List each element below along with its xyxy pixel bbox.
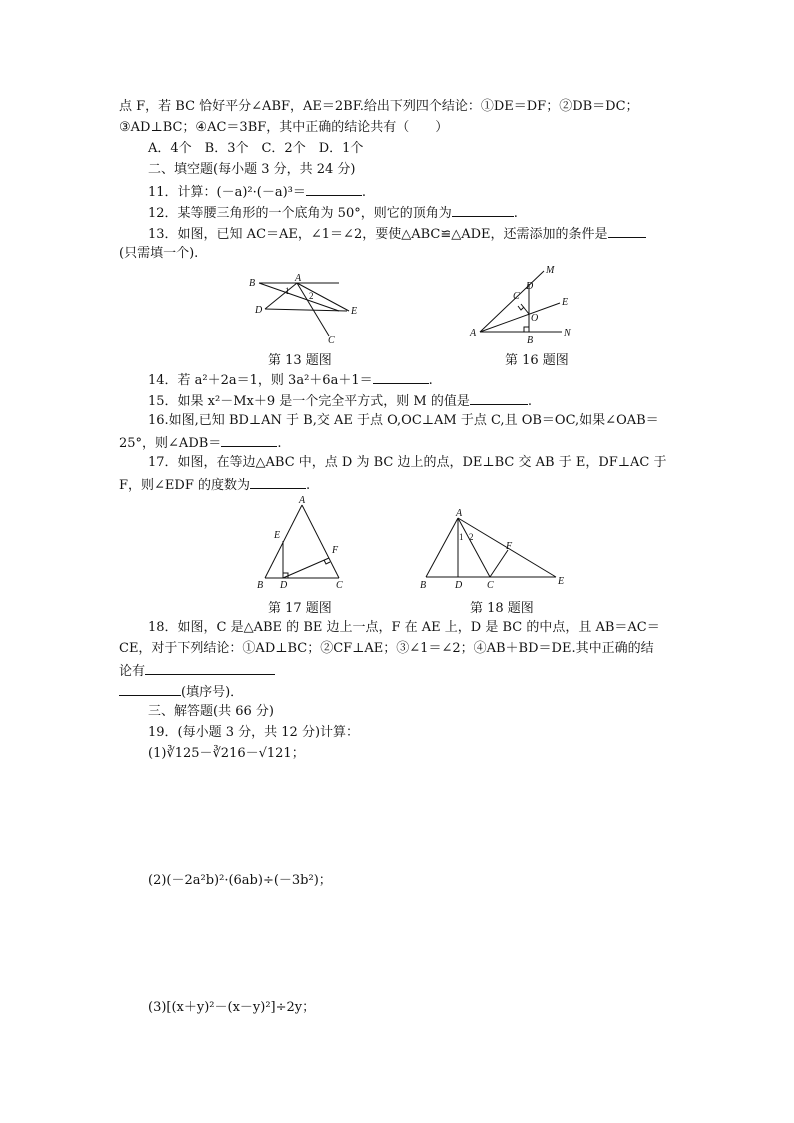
q15-end: . xyxy=(527,394,532,409)
fig16-label-M: M xyxy=(546,265,555,276)
fig17-label-D: D xyxy=(280,580,288,591)
q18-answer-blank-2[interactable] xyxy=(119,683,181,696)
fig16-right-angle-B xyxy=(524,327,529,332)
q19-part3: (3)[(x＋y)²－(x－y)²]÷2y； xyxy=(148,1000,316,1015)
q16-line2 xyxy=(119,434,281,452)
fig17-label-A: A xyxy=(299,495,306,506)
q11-text: 11．计算：(－a)²·(－a)³＝ xyxy=(148,185,306,200)
q13-line1 xyxy=(148,225,646,243)
q11-end: . xyxy=(361,185,367,200)
figure-13 xyxy=(245,272,370,344)
q18-line3 xyxy=(119,662,275,680)
fig13-segment-AE xyxy=(297,283,349,311)
q18-line4-tail: (填序号)． xyxy=(181,685,244,700)
q14-end: . xyxy=(428,373,433,388)
fig13-label-D: D xyxy=(255,305,263,316)
q15-answer-blank[interactable] xyxy=(470,392,528,405)
fig18-label-D: D xyxy=(455,580,463,591)
fig16-label-B: B xyxy=(527,335,534,346)
q12-answer-blank[interactable] xyxy=(452,204,514,217)
q11-answer-blank[interactable] xyxy=(306,183,362,196)
q16-line1: 16.如图,已知 BD⊥AN 于 B,交 AE 于点 O,OC⊥AM 于点 C,且 OB＝OC,如果∠OAB＝ xyxy=(148,413,659,428)
q13-text: 13．如图，已知 AC＝AE，∠1＝∠2，要使△ABC≌△ADE，还需添加的条件是 xyxy=(148,227,608,242)
fig18-label-B: B xyxy=(420,580,427,591)
q17-end: . xyxy=(305,478,311,493)
fig16-label-C: C xyxy=(513,291,520,302)
q12-text: 12．某等腰三角形的一个底角为 50°，则它的顶角为 xyxy=(148,206,452,221)
fig17-label-F: F xyxy=(332,545,339,556)
fig16-ray-AE xyxy=(480,303,560,332)
q18-line3-text: 论有 xyxy=(119,664,146,679)
fig17-segment-DF xyxy=(283,558,329,578)
fig18-label-A: A xyxy=(456,508,463,519)
fig13-label-C: C xyxy=(328,335,335,346)
section3-title: 三、解答题(共 66 分) xyxy=(148,704,274,719)
q12-end: . xyxy=(513,206,518,221)
fig13-label-A: A xyxy=(295,273,302,284)
fig17-right-angle-F xyxy=(324,560,330,564)
figure-17 xyxy=(253,496,353,591)
fig18-label-F: F xyxy=(506,541,513,552)
fig18-caption: 第 18 题图 xyxy=(470,601,534,616)
q14 xyxy=(148,371,433,389)
q15-text: 15．如果 x²－Mx＋9 是一个完全平方式，则 M 的值是 xyxy=(148,394,470,409)
fig18-label-E: E xyxy=(558,576,565,587)
section2-title: 二、填空题(每小题 3 分，共 24 分) xyxy=(148,162,356,177)
fig18-segment-AC xyxy=(458,518,490,577)
q10-line2: ③AD⊥BC；④AC＝3BF，其中正确的结论共有（ ） xyxy=(119,120,449,135)
q18-line1: 18．如图，C 是△ABE 的 BE 边上一点，F 在 AE 上，D 是 BC 的中点，且 AB＝AC＝ xyxy=(148,620,660,635)
fig13-label-B: B xyxy=(249,278,256,289)
fig17-label-E: E xyxy=(274,530,281,541)
q14-answer-blank[interactable] xyxy=(373,371,429,384)
fig16-label-N: N xyxy=(564,328,571,339)
q12 xyxy=(148,204,518,222)
q16-text: 25°，则∠ADB＝ xyxy=(119,436,222,451)
q18-line4 xyxy=(119,683,243,701)
q16-end: . xyxy=(277,436,282,451)
q15 xyxy=(148,392,532,410)
q17-line2 xyxy=(119,476,310,494)
fig16-label-A: A xyxy=(470,328,477,339)
fig18-segment-CF xyxy=(490,550,508,577)
fig17-label-B: B xyxy=(257,580,264,591)
q11 xyxy=(148,183,366,201)
fig18-segment-AB xyxy=(426,518,458,577)
q13-line2: (只需填一个). xyxy=(119,246,199,261)
fig16-label-D: D xyxy=(526,281,534,292)
figure-16 xyxy=(466,263,586,345)
fig13-label-2: 2 xyxy=(309,291,314,301)
figure-18 xyxy=(418,506,573,592)
q19-part2: (2)(－2a²b)²·(6ab)÷(－3b²)； xyxy=(148,873,332,888)
q10-options: A．4个 B．3个 C．2个 D．1个 xyxy=(148,141,364,156)
q14-text: 14．若 a²＋2a＝1，则 3a²＋6a＋1＝ xyxy=(148,373,373,388)
fig18-label-C: C xyxy=(487,580,494,591)
fig17-caption: 第 17 题图 xyxy=(268,601,332,616)
q18-line2: CE，对于下列结论：①AD⊥BC；②CF⊥AE；③∠1＝∠2；④AB＋BD＝DE.其中正确的结 xyxy=(119,641,654,656)
q17-answer-blank[interactable] xyxy=(250,476,306,489)
fig13-label-1: 1 xyxy=(285,286,290,296)
q19-part1: (1)∛125－∛216－√121； xyxy=(148,746,305,761)
q18-answer-blank-1[interactable] xyxy=(145,662,275,675)
fig16-label-O: O xyxy=(531,313,539,324)
fig18-label-1: 1 xyxy=(459,532,464,542)
fig13-label-E: E xyxy=(351,306,358,317)
q16-answer-blank[interactable] xyxy=(221,434,277,447)
fig13-caption: 第 13 题图 xyxy=(268,353,332,368)
fig16-caption: 第 16 题图 xyxy=(505,353,569,368)
fig18-label-2: 2 xyxy=(469,532,474,542)
fig17-label-C: C xyxy=(336,580,343,591)
q19-title: 19．(每小题 3 分，共 12 分)计算： xyxy=(148,725,360,740)
q17-line1: 17．如图，在等边△ABC 中，点 D 为 BC 边上的点，DE⊥BC 交 AB 于 E，DF⊥AC 于 xyxy=(148,455,667,470)
fig16-label-E: E xyxy=(562,297,569,308)
q10-line1: 点 F，若 BC 恰好平分∠ABF，AE＝2BF.给出下列四个结论：①DE＝DF；②DB＝DC； xyxy=(119,99,639,114)
q13-answer-blank[interactable] xyxy=(608,225,646,238)
q17-text: F，则∠EDF 的度数为 xyxy=(119,478,250,493)
